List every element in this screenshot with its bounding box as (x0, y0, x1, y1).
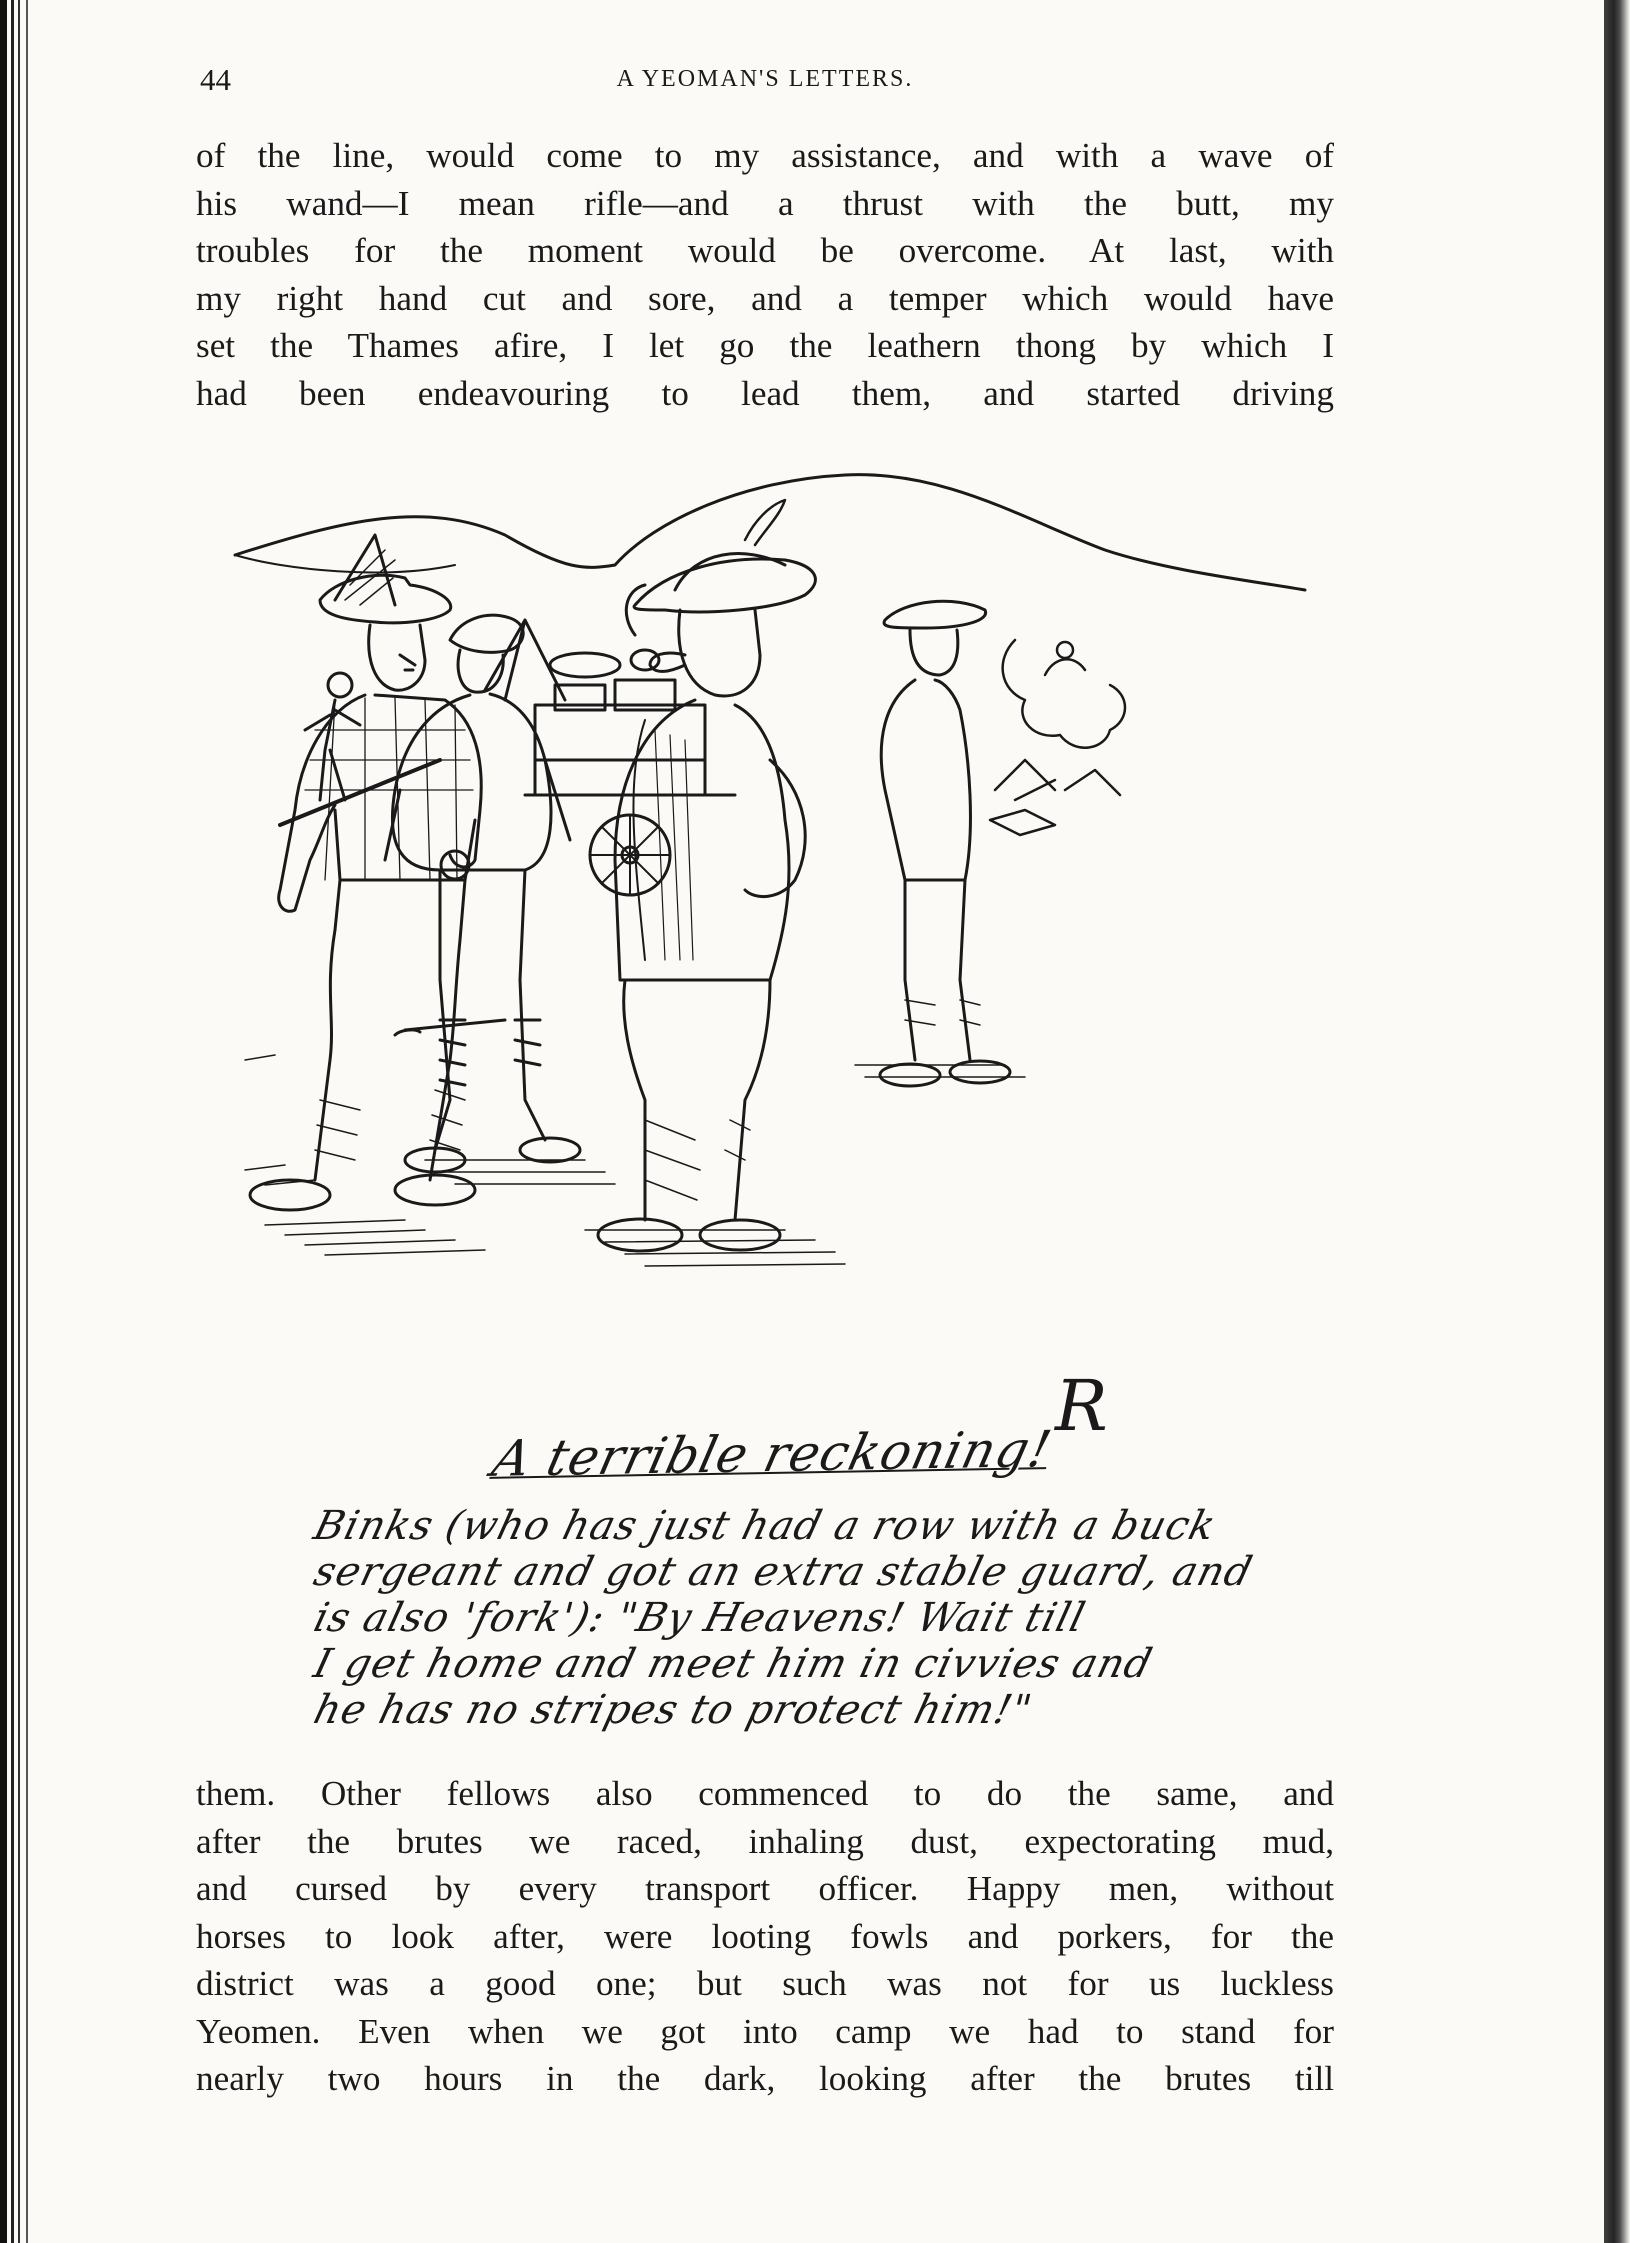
text-line: had been endeavouring to lead them, and started driving (196, 373, 1334, 413)
page-number: 44 (200, 62, 231, 97)
text-line: nearly two hours in the dark, looking after the brutes till (196, 2059, 1334, 2098)
text-line: set the Thames afire, I let go the leathern thong by which I (196, 326, 1334, 365)
book-binding-right-edge (1590, 0, 1630, 2243)
caption-line: Binks (who has just had a row with a buck (309, 1503, 1221, 1549)
book-binding-left-edge (0, 0, 44, 2243)
page-header (200, 62, 1330, 102)
bottom-paragraph (196, 1770, 1334, 2103)
caption-line: sergeant and got an extra stable guard, and (309, 1549, 1258, 1595)
caption-line: is also 'fork'): "By Heavens! Wait till (309, 1595, 1091, 1641)
top-paragraph (196, 132, 1334, 417)
rifle-on-ground (395, 1020, 505, 1035)
text-line: troubles for the moment would be overcome. At last, with (196, 231, 1334, 270)
text-line: his wand—I mean rifle—and a thrust with the butt, my (196, 183, 1334, 223)
running-head: A YEOMAN'S LETTERS. (616, 66, 914, 92)
text-line: of the line, would come to my assistance, and with a wave of (196, 136, 1334, 175)
caption-line: he has no stripes to protect him!" (309, 1687, 1037, 1733)
text-line: district was a good one; but such was not for us luckless (196, 1964, 1334, 2003)
text-line: them. Other fellows also commenced to do the same, and (196, 1774, 1334, 1813)
text-line: my right hand cut and sore, and a temper which would have (196, 278, 1334, 318)
text-line: after the brutes we raced, inhaling dust, expectorating mud, (196, 1821, 1334, 1861)
caption-line: I get home and meet him in civvies and (309, 1641, 1158, 1687)
artist-signature: R (1055, 1365, 1108, 1447)
cartoon-illustration (225, 460, 1335, 1460)
illustration-caption (309, 1420, 1275, 1745)
caption-title: A terrible reckoning! (487, 1420, 1058, 1488)
text-line: horses to look after, were looting fowls and porkers, for the (196, 1916, 1334, 1956)
mountain-base (235, 555, 455, 572)
text-line: and cursed by every transport officer. Happy men, without (196, 1869, 1334, 1908)
text-line: Yeomen. Even when we got into camp we had to stand for (196, 2011, 1334, 2051)
background-soldier-right (880, 601, 1010, 1086)
campfire (990, 640, 1125, 835)
